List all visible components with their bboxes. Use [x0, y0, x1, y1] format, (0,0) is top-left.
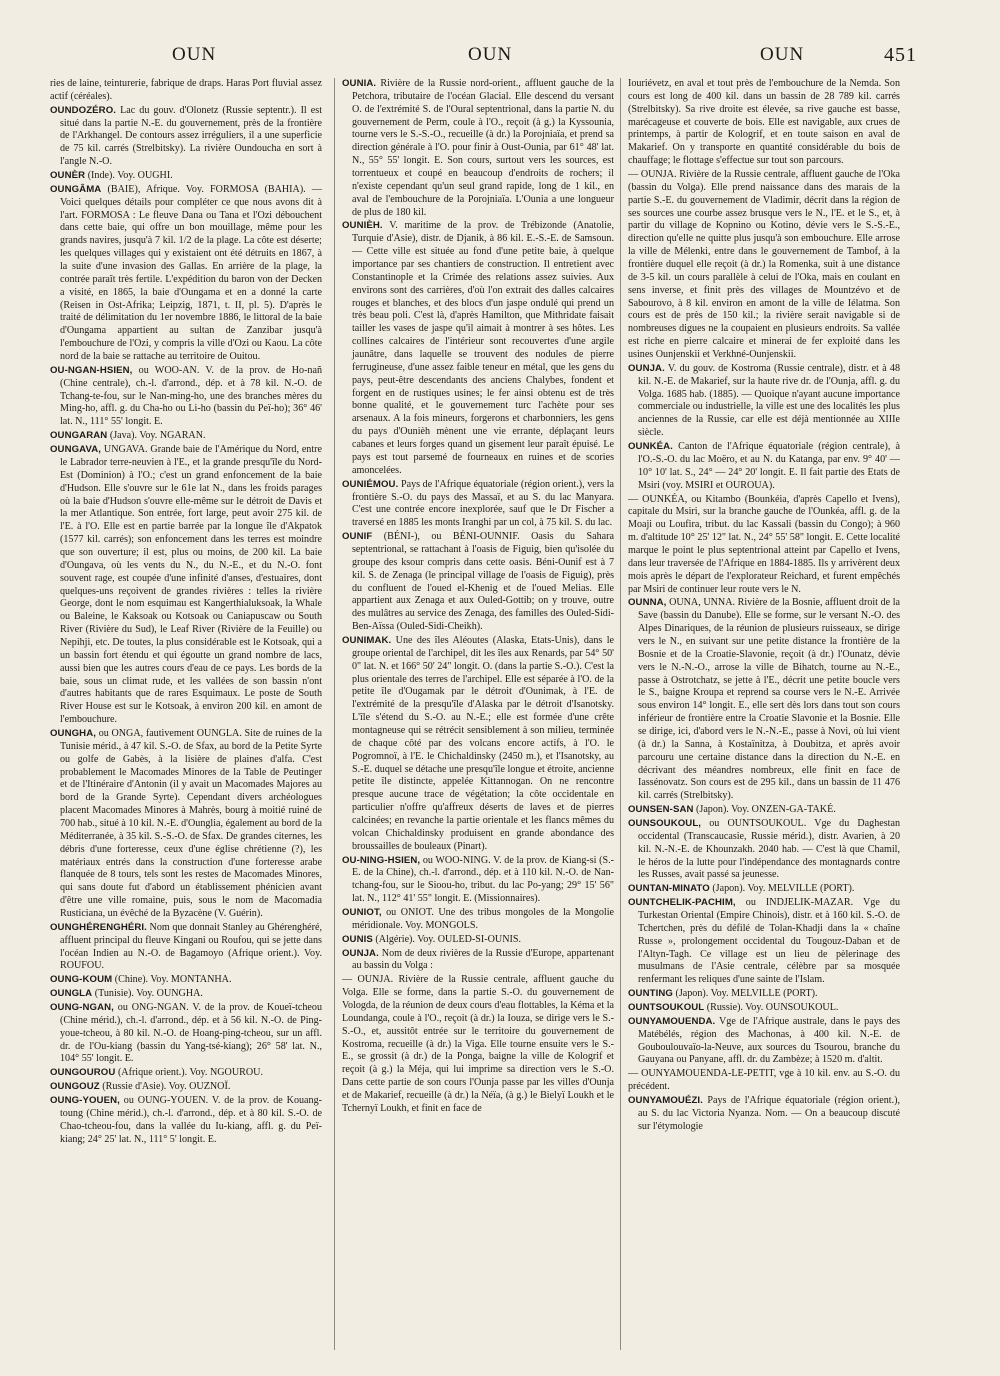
- entry-text: (Afrique orient.). Voy. NGOUROU.: [117, 1067, 263, 1079]
- entry-headword: OUNIÉMOU.: [342, 478, 399, 490]
- entry-headword: OUNYAMOUÉZI.: [628, 1095, 703, 1107]
- entry-text: (Japon). Voy. MELVILLE (PORT).: [712, 883, 855, 895]
- entry-headword: OUNG-KOUM: [50, 974, 113, 986]
- entry-headword: OUNG-NGAN,: [50, 1002, 114, 1014]
- entry-headword: OUNGHA,: [50, 727, 97, 739]
- entry-headword: OUNIS: [342, 933, 373, 945]
- entry-headword: OUNKÉA.: [628, 441, 673, 453]
- entry-headword: OUNGOUZ: [50, 1081, 100, 1093]
- entry-text: Pays de l'Afrique équatoriale (région orient.), au S. du lac Victoria Nyanza. Nom. — On a beaucoup discuté sur l'étymologie: [638, 1095, 900, 1132]
- page-header: [0, 44, 1000, 74]
- column-divider: [334, 78, 335, 1350]
- dictionary-entry: [50, 1095, 322, 1146]
- dictionary-entry: [342, 220, 614, 477]
- entry-text: ou WOO-AN. V. de la prov. de Ho-nañ (Chine centrale), ch.-l. d'arrond., dép. et à 78 kil. N.-O. de Tchang-te-fou, sur le Nan-ming-ho, une des branches mères du Ming-ho, affl. g. du Cha-ho ou Li-ho (bassin du Peï-ho); 36° 46' lat. N., 111° 55' longit. E.: [60, 364, 322, 428]
- entry-text: (Algérie). Voy. OULED-SI-OUNIS.: [375, 933, 522, 945]
- column-left: [50, 78, 322, 1368]
- entry-text: Pays de l'Afrique équatoriale (région orient.), vers la frontière S.-O. du pays des Massaï, et au S. du lac Manyara. C'est une contrée encore inexplorée, sauf que le Dr Fischer a traversé en 1885 les monts Iranghi par un col, à 75 kil. S. du lac.: [352, 478, 614, 529]
- dictionary-entry: [628, 494, 900, 597]
- dictionary-entry: [50, 1067, 322, 1080]
- dictionary-entry: [342, 974, 614, 1115]
- entry-text: V. du gouv. de Kostroma (Russie centrale), distr. et à 48 kil. N.-E. de Makarief, sur la haute rive dr. de l'Ounja, affl. g. du Volga. 1685 hab. (1885). — Quoique n'ayant aucune importance commerciale ou industrielle, la ville est une des localités les plus anciennes de la Russie, car elle est déjà mentionnée au XIIIe siècle.: [638, 362, 900, 439]
- entry-text: — OUNYAMOUENDA-LE-PETIT, vge à 10 kil. env. au S.-O. du précédent.: [628, 1068, 900, 1093]
- entry-headword: OUNSOUKOUL,: [628, 817, 702, 829]
- dictionary-entry: [342, 78, 614, 219]
- dictionary-entry: [628, 78, 900, 168]
- entry-text: (Inde). Voy. OUGHI.: [87, 170, 173, 182]
- dictionary-entry: [628, 441, 900, 492]
- entry-text: ou ONG-NGAN. V. de la prov. de Koueï-tcheou (Chine mérid.), ch.-l. d'arrond., dép. et à 56 kil. N.-O. de Ping-youe-tcheou, à 80 kil. N.-O. de Hoang-ping-tcheou, sur un affl. dr. de l'Ou-kiang (bassin du Yang-tsé-kiang); 26° 58' lat. N., 104° 55' longit. E.: [60, 1002, 322, 1065]
- dictionary-entry: [50, 728, 322, 921]
- entry-headword: OUNGARAN: [50, 430, 108, 442]
- dictionary-entry: [50, 1081, 322, 1094]
- entry-text: ries de laine, teinturerie, fabrique de draps. Haras Port fluvial assez actif (céréales).: [50, 78, 322, 102]
- column-divider: [620, 78, 621, 1350]
- entry-text: OUNA, UNNA. Rivière de la Bosnie, affluent droit de la Save (bassin du Danube). Elle se forme, sur le versant N.-O. des Alpes Dinariques, de la réunion de plusieurs ruisseaux, se dirige vers le N., en suivant sur une petite distance la frontière de la Bosnie et de la Croatie-Slavonie, reçoit (à dr.) l'Ounatz, dévie vers le N.-N.-O., arrose la ville de Bihatch, tourne au N.-E., passe à Ostrotchatz, se jette à l'E., décrit une petite boucle vers le S., baigne Kroupa et reprend sa course vers le N.-E. Arrivée sous environ 14° longit. E., elle sert dès lors dans tout son cours inférieur de frontière entre la Croatie Slavonie et la Bosnie. Elle se dirige, ici, d'abord vers le N.-N.-E., passe à Novi, où lui vient (à dr.) la Sanna, à Kostaïnitza, à Doubitza, et après avoir parcouru une certaine distance dans la direction du N.-E. en décrivant des méandres nombreux, elle finit en face de Iassénovatz. Son cours est de 295 kil., dans un bassin de 11 476 kil. carrés (Strelbitsky).: [638, 597, 900, 802]
- entry-headword: OUNÈR: [50, 170, 86, 182]
- dictionary-entry: [628, 1016, 900, 1067]
- dictionary-entry: [628, 818, 900, 882]
- dictionary-entry: [50, 988, 322, 1001]
- entry-headword: OUNTING: [628, 988, 673, 1000]
- entry-headword: OUNIOT,: [342, 907, 382, 918]
- running-head-center: OUN: [468, 44, 513, 65]
- dictionary-entry: [628, 169, 900, 362]
- dictionary-entry: [50, 974, 322, 987]
- entry-headword: OUNDOZÉRO.: [50, 104, 117, 116]
- entry-headword: OUNIF: [342, 531, 373, 543]
- entry-headword: OUNYAMOUENDA.: [628, 1015, 716, 1027]
- dictionary-entry: [628, 804, 900, 817]
- page-number: 451: [884, 44, 917, 66]
- entry-text: (Java). Voy. NGARAN.: [109, 430, 206, 442]
- entry-text: Canton de l'Afrique équatoriale (région centrale), à l'O.-S.-O. du lac Moëro, et au N. du Katanga, par env. 9° 40' — 10° 10' lat. S., 24° — 24° 20' longit. E. Il fait partie des Etats de Msiri (voy. MSIRI et OUROUA).: [638, 441, 900, 491]
- entry-headword: OU-NING-HSIEN,: [342, 854, 421, 866]
- entry-text: (Japon). Voy. MELVILLE (PORT).: [675, 988, 818, 1000]
- entry-headword: OUNGOUROU: [50, 1067, 116, 1079]
- entry-text: Vge de l'Afrique australe, dans le pays des Matébélés, région des Machonas, à 400 kil. N.-E. de Gouboulouvaïo-la-Neuve, aux sources du Tsourou, branche du Gauyana ou Panyane, affl. dr. du Zambèze; à 1520 m. d'altit.: [638, 1015, 900, 1066]
- entry-text: — OUNJA. Rivière de la Russie centrale, affluent gauche du Volga. Elle se forme, dans la partie S.-O. du gouvernement de Vologda, de la réunion de deux cours d'eau flottables, la Kéma et la Loundanga, coule à l'O., reçoit (à dr.) la Iouza, se dirige vers le S.-S.-O., et, aussitôt entrée sur le territoire du gouvernement de Kostroma, recueille (à dr.) la Viga. Elle tourne ensuite vers le S.-E., se grossit (à dr.) de la Ponga, baigne la ville de Kologrif et reçoit (à g.) la Méja, qui lui imprime sa direction vers le S.-O. Dans cette partie de son cours l'Ounja passe par les villes d'Ounja et de Makarief, recueille (à dr.) la Néïa, (à g.) le Bielyï Loukh et le Tchernyï Loukh, et finit en face de: [342, 974, 614, 1114]
- dictionary-entry: [50, 430, 322, 443]
- dictionary-entry: [342, 531, 614, 634]
- entry-headword: OUNGAVA,: [50, 444, 102, 456]
- entry-text: (Russie d'Asie). Voy. OUZNOÏ.: [102, 1081, 231, 1093]
- entry-text: ou ONIOT. Une des tribus mongoles de la Mongolie méridionale. Voy. MONGOLS.: [352, 907, 614, 931]
- entry-headword: OUNTAN-MINATO: [628, 883, 710, 895]
- dictionary-entry: [628, 897, 900, 987]
- entry-text: Nom que donnait Stanley au Ghérenghéré, affluent principal du fleuve Kingani ou Roufou, qui se jette dans l'océan Indien au N.-O. de Bagamoyo (Afrique orient.). Voy. ROUFOU.: [60, 921, 322, 972]
- entry-text: Lac du gouv. d'Olonetz (Russie septentr.). Il est situé dans la partie N.-E. du gouvernement, près de la frontière de l'Arkhangel. De contours assez irréguliers, il a une superficie de 75 kil. carrés (Strelbitsky). La rivière Oundoucha en sort à l'angle N.-O.: [60, 104, 322, 168]
- dictionary-entry: [628, 363, 900, 440]
- entry-headword: OUNNA,: [628, 597, 667, 609]
- entry-headword: OUNIA.: [342, 78, 377, 89]
- entry-headword: OUNTCHELIK-PACHIM,: [628, 897, 736, 909]
- dictionary-entry: [628, 597, 900, 803]
- entry-text: — OUNKÉA, ou Kitambo (Bounkéia, d'après Capello et Ivens), capitale du Msiri, sur la branche gauche de l'Ounkéa, affl. g. de la Moaji ou Loufira, tribut. du lac Kassali (bassin du Congo); à 960 m. d'altitude 10° 25' 12" lat. N., 24° 55' 58" longit. E. Cette localité marque le point le plus septentrional atteint par Capello et Ivens, dans leur traversée de l'Afrique en 1884-1885. Ils y arrivèrent deux mois après le départ de l'explorateur Reichard, et furent empêchés par Msiri de continuer leur route vers le N.: [628, 493, 900, 595]
- dictionary-entry: [628, 1002, 900, 1015]
- entry-headword: OUNJA.: [342, 947, 379, 959]
- entry-text: ou WOO-NING. V. de la prov. de Kiang-si (S.-E. de la Chine), ch.-l. d'arrond., dép. et à 110 kil. N.-O. de Nan-tchang-fou, sur le Sioou-ho, tribut. du lac Po-yang; 29° 15' 56" lat. N., 112° 41' 55" longit. E. (Missionnaires).: [352, 854, 614, 905]
- entry-headword: OUNSEN-SAN: [628, 804, 694, 816]
- dictionary-entry: [50, 78, 322, 104]
- dictionary-entry: [50, 365, 322, 429]
- entry-text: (BAIE), Afrique. Voy. FORMOSA (BAHIA). — Voici quelques détails pour compléter ce que nous avons dit à l'art. FORMOSA : Le fleuve Dana ou Tana et l'Ozi débouchent dans cette baie, qui offre un bon mouillage, même pour les grands navires, jusqu'à 7 kil. 1/2 de la plage. La côte est déserte; les quelques villages qui y existaient ont été détruits en 1867, à la suite d'une invasion des Gallas. En arrière de la plage, la contrée paraît très fertile. L'expédition du baron von der Decken a visité, en 1865, la baie d'Oungama et en a donné la carte (Reisen in Ost-Afrika; Leipzig, 1871, t. II, pl. 5). D'après le traité de délimitation du 1er novembre 1886, le littoral de la baie d'Oungama appartient au sultan de Zanzibar jusqu'à l'embouchure de l'Ozi, y compris la ville d'Ozi ou Kaou. La côte nord de la baie se rattache au territoire de Ouitou.: [60, 183, 322, 363]
- entry-headword: OUNTSOUKOUL: [628, 1002, 705, 1014]
- dictionary-entry: [342, 948, 614, 974]
- dictionary-entry: [628, 883, 900, 896]
- dictionary-entry: [628, 1068, 900, 1094]
- entry-text: Rivière de la Russie nord-orient., affluent gauche de la Petchora, tributaire de l'océan Glacial. Elle descend du versant O. de l'extrémité S. de l'Oural septentrional, dans la partie N. du gouvernement de Perm, coule à l'O., reçoit (à g.) la Kyssounia, tourne vers le S.-S.-O., recueille (à dr.) la Porojniaïa, et prend sa direction générale à l'O. pour finir à Oust-Ounia, par 61° 48' lat. N., 55° 55' longit. E. Son cours, surtout vers les sources, est torrentueux et coupé en beaucoup d'endroits de rochers; il n'existe cependant qu'un seul grand rapide, long de 1 kil., en aval de l'embouchure de la Porojniaïa. L'Ounia a une longueur de plus de 180 kil.: [352, 78, 614, 218]
- entry-text: Nom de deux rivières de la Russie d'Europe, appartenant au bassin du Volga :: [352, 947, 614, 972]
- entry-text: ou OUNG-YOUEN. V. de la prov. de Kouang-toung (Chine mérid.), ch.-l. d'arrond., dép. et à 80 kil. S.-O. de Chao-tcheou-fou, dans la vallée du Iu-kiang, affl. g. du Peï-kiang; 24° 25' lat. N., 111° 5' longit. E.: [60, 1095, 322, 1145]
- entry-text: ou ONGA, fautivement OUNGLA. Site de ruines de la Tunisie mérid., à 47 kil. S.-O. de Sfax, au bord de la Petite Syrte ou golfe de Gabès, à la lisière de plaines d'alfa. C'est probablement le Macomades Minores de la Table de Peutinger et de l'Itinéraire d'Antonin (il y avait un Macomades Majores au bord de la Grande Syrte). Cependant divers archéologues placent Macomades Minores à Mahrès, bourg à moitié ruiné de 700 hab., situé à 10 kil. N.-E. d'Ounglia, également au bord de la Méditerranée, à 35 kil. S.-S.-O. de Sfax. De grandes citernes, les débris d'une forteresse, ceux d'une église chrétienne (?), les matériaux entrés dans la construction d'une forteresse arabe flanquée de 8 tours, tels sont les restes de Macomades Minores, qui sans doute fut d'abord un établissement phénicien avant d'être une ville romaine, puis, sous le nom de Macomadia Rusticiana, un évêché de la Byzacène (V. Guérin).: [60, 727, 322, 919]
- dictionary-entry: [342, 907, 614, 933]
- dictionary-entry: [628, 1095, 900, 1134]
- column-right: [628, 78, 900, 1368]
- entry-headword: OUNG-YOUEN,: [50, 1095, 120, 1107]
- entry-headword: OUNGÂMA: [50, 183, 102, 195]
- entry-headword: OUNIMAK.: [342, 634, 392, 646]
- entry-text: Iouriévetz, en aval et tout près de l'embouchure de la Nemda. Son cours est long de 400 kil. dans un bassin de 28 789 kil. carrés (Strelbitsky). Sa rive droite est élevée, sa rive gauche est basse, marécageuse et couverte de bois. Elle est navigable, aux crues de printemps, à partir de Kologrif, et en toute saison en aval de Makarief. On y transporte en quantité considérable du bois de chauffage; le flottage s'effectue sur tout son parcours.: [628, 78, 900, 167]
- dictionary-entry: [50, 170, 322, 183]
- entry-text: ou OUNTSOUKOUL. Vge du Daghestan occidental (Transcaucasie, Russie mérid.), distr. Avarien, à 20 kil. N.-N.-E. de Khounzakh. 2040 hab. — C'est là que Chamil, le héros de la lutte pour l'indépendance des montagnards contre les Russes, avait passé sa jeunesse.: [638, 817, 900, 881]
- dictionary-entry: [342, 479, 614, 530]
- dictionary-entry: [50, 184, 322, 364]
- running-head-left: OUN: [172, 44, 217, 65]
- entry-headword: OUNIÈH.: [342, 220, 383, 232]
- dictionary-entry: [342, 934, 614, 947]
- dictionary-entry: [342, 635, 614, 854]
- dictionary-entry: [50, 922, 322, 973]
- running-head-right: OUN: [760, 44, 805, 65]
- dictionary-entry: [50, 105, 322, 169]
- dictionary-entry: [628, 988, 900, 1001]
- entry-text: (Chine). Voy. MONTANHA.: [114, 974, 232, 986]
- entry-text: (BÉNI-), ou BÉNI-OUNNIF. Oasis du Sahara septentrional, se rattachant à l'oasis de Figuig, bien qu'isolée du groupe des ksour compris dans cette oasis. Béni-Ounif est à 7 kil. S. de Zenaga (le principal village de l'oasis de Figuig), près du confluent de l'oued el-Khenig et de l'oued Melias. Elle appartient aux Zenaga et aux Ouled-Gottib; on y trouve, outre des mulâtres au service des Zenaga, des familles des Ouled-Sidi-Ben-Aïssa (Ouled-Sidi-Cheikh).: [352, 531, 614, 633]
- dictionary-entry: [342, 855, 614, 906]
- entry-text: ou INDJELIK-MAZAR. Vge du Turkestan Oriental (Empire Chinois), distr. et à 160 kil. S.-O. de Tchertchen, près du défilé de Tolan-Khadji dans la « chaîne Russe », prolongement occidental du Tougouz-Daban et de l'Altyn-Tagh. Ce village est un lieu de pèlerinage des musulmans de l'Asie centrale, célèbre par sa mosquée renfermant les reliques d'une sainte de l'Islam.: [638, 897, 900, 986]
- dictionary-entry: [50, 1002, 322, 1066]
- entry-headword: OU-NGAN-HSIEN,: [50, 364, 133, 376]
- entry-text: (Tunisie). Voy. OUNGHA.: [94, 988, 203, 1000]
- entry-text: Une des îles Aléoutes (Alaska, Etats-Unis), dans le groupe oriental de l'archipel, dit les îles aux Renards, par 54° 50' 0" lat. N. et 166° 50' 24" longit. O. (dans la partie S.-O.). C'est la plus orientale des terres de l'archipel. Elle est séparée à l'O. de la petite île d'Ougamak par le détroit d'Ounimak, à l'E. de l'extrémité de la presqu'île d'Alaska par le détroit d'Isanotsky. L'île s'étend du S.-O. au N.-E.; elle est formée d'une crête montagneuse qui se rétrécit sensiblement à son milieu, terminée de chaque côté par des volcans encore actifs, à l'O. le Pogromnoï, à l'E. le Chichaldinsky (2450 m.), et l'Isanotsky, au S.-E. duquel se détache une presqu'île longue et étroite, ancienne petite île distincte, appelée Kittannogan. On ne rencontre presque aucune trace de végétation; la côte occidentale en particulier n'offre qu'affreux déserts de laves et de pierres calcinées; en revanche la partie orientale et les flancs mêmes du volcan Chichaldinsky produisent en grande abondance des broussailles de bouleaux (Pinart).: [352, 634, 614, 852]
- entry-headword: OUNGLA: [50, 988, 93, 1000]
- entry-text: V. maritime de la prov. de Trébizonde (Anatolie, Turquie d'Asie), distr. de Djanik, à 86 kil. E.-S.-E. de Samsoun. — Cette ville est située au fond d'une petite baie, à quelque importance par ses chantiers de construction. Il entretient avec Constantinople et la Crimée des relations assez suivies. Aux environs sont des carrières, d'où l'on extrait des dalles calcaires rouges et blanches, et des blocs d'un jaspe ondulé qui prend un très beau poli. C'est là, d'après Hamilton, que Mithridate faisait tailler les vases de jaspe qu'il aimait à montrer à ses hôtes. Les collines calcaires de l'intérieur sont recouvertes d'une argile jaunâtre, dans laquelle se trouvent des nodules de pierre ferrugineuse, d'une assez faible teneur en métal, que les gens du pays, peut-être descendants des anciens Chalybes, fondent et forgent en de rustiques usines; le fer ainsi obtenu est de très bonne qualité, et le gouvernement turc l'achète pour ses arsenaux. A la fois mineurs, forgerons et charbonniers, les gens du pays d'Ounièh mènent une vie errante, déplaçant leurs cabanes et leurs forges quand un gisement leur paraît épuisé. Le pays est tout parsemé de fourneaux en ruines et de scories amoncelées.: [352, 220, 614, 476]
- entry-headword: OUNGHÉRENGHÉRI.: [50, 921, 147, 933]
- entry-headword: OUNJA.: [628, 362, 665, 374]
- dictionary-entry: [50, 444, 322, 727]
- entry-text: (Japon). Voy. ONZEN-GA-TAKÉ.: [696, 804, 836, 816]
- column-middle: [342, 78, 614, 1368]
- entry-text: — OUNJA. Rivière de la Russie centrale, affluent gauche de l'Oka (bassin du Volga). Elle prend naissance dans des marais de la partie S.-E. du gouvernement de Vladimir, décrit dans la région de ses sources une courbe assez brusque vers le N., l'E. et le S., et, à partir du village de Kopnino ou Kotino, dévie vers le S.-S.-E., direction qu'elle ne quitte plus jusqu'à son embouchure. Elle arrose la ville de Mélenki, entre dans le gouvernement de Tambof, à la frontière duquel elle reçoit (à dr.) la Romenka, suit à une distance de 3-5 kil. un cours parallèle à celui de l'Oka, mais en coulant en sens inverse, et finit près des villages de Mountzévo et de Sabourovo, à 8 kil. environ en amont de la ville de Iélatma. Son cours est de près de 150 kil.; la rivière serait navigable si de nombreuses digues ne la coupaient en plusieurs endroits. Sa vallée est riche en pierre calcaire et minerai de fer exploité dans les usines Ounjenskii et Verkhné-Ounjenskii.: [628, 169, 900, 361]
- entry-text: (Russie). Voy. OUNSOUKOUL.: [706, 1002, 839, 1014]
- entry-text: UNGAVA. Grande baie de l'Amérique du Nord, entre le Labrador terre-neuvien à l'E., et la grande presqu'île du Nord-Est (Dominion) à l'O.; c'est un grand enfoncement de la baie d'Hudson. Elle s'ouvre sur le 61e lat N., dans les froids parages où la baie d'Hudson s'ouvre elle-même sur le détroit de Davis et la mer Atlantique. Son entrée, fort large, peut avoir 275 kil. de l'E. à l'O. Elle est en partie barrée par la longue île d'Akpatok (1577 kil. carrés); son enfoncement dans les terres est moindre que son ouverture; il est, plus ou moins, de 200 kil. La baie d'Oungava, où les vents du N., du N.-E., et du N.-O. font souvent rage, est coupée d'une infinité d'anses, d'estuaires, dont quelques-uns reçoivent de grandes rivières : telles la rivière George, dont le nom esquimau est Kangerthialuksoak, la Whale ou Baleine, le Kaksoak ou Kotsoak ou Caniapuscaw ou South River (Rivière du Sud), le Leaf River (Rivière de la Feuille) ou Nepihji, etc. De toutes, la plus considérable est le Kotsoak, qui a un bassin fort étendu et qui égoutte un grand nombre de lacs, aussi bien que les autres cours d'eau de ce pays. Les bords de la baie, sous un climat rude, et les vallées de son bassin n'ont d'autres habitants que de rares Esquimaux. Le poste de South River House est sur le Kotsoak, à environ 200 kil. en amont de l'embouchure.: [60, 444, 322, 726]
